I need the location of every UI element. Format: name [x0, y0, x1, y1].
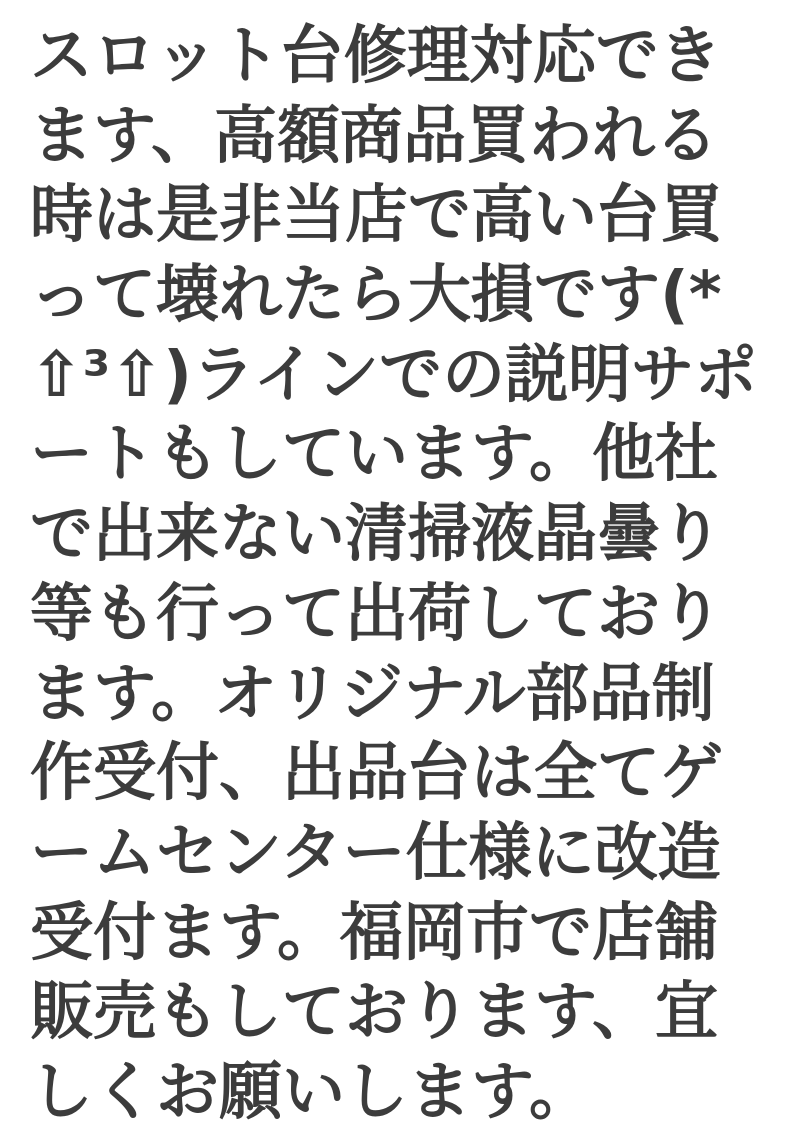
body-paragraph: スロット台修理対応できます、高額商品買われる時は是非当店で高い台買って壊れたら大損です(*⇧³⇧)ラインでの説明サポートもしています。他社で出来ない清掃液晶曇り等も行って出荷しております。オリジナル部品制作受付、出品台は全てゲームセンター仕様に改造受付ます。福岡市で店舗販売もしております、宜しくお願いします。	[30, 19, 758, 1128]
